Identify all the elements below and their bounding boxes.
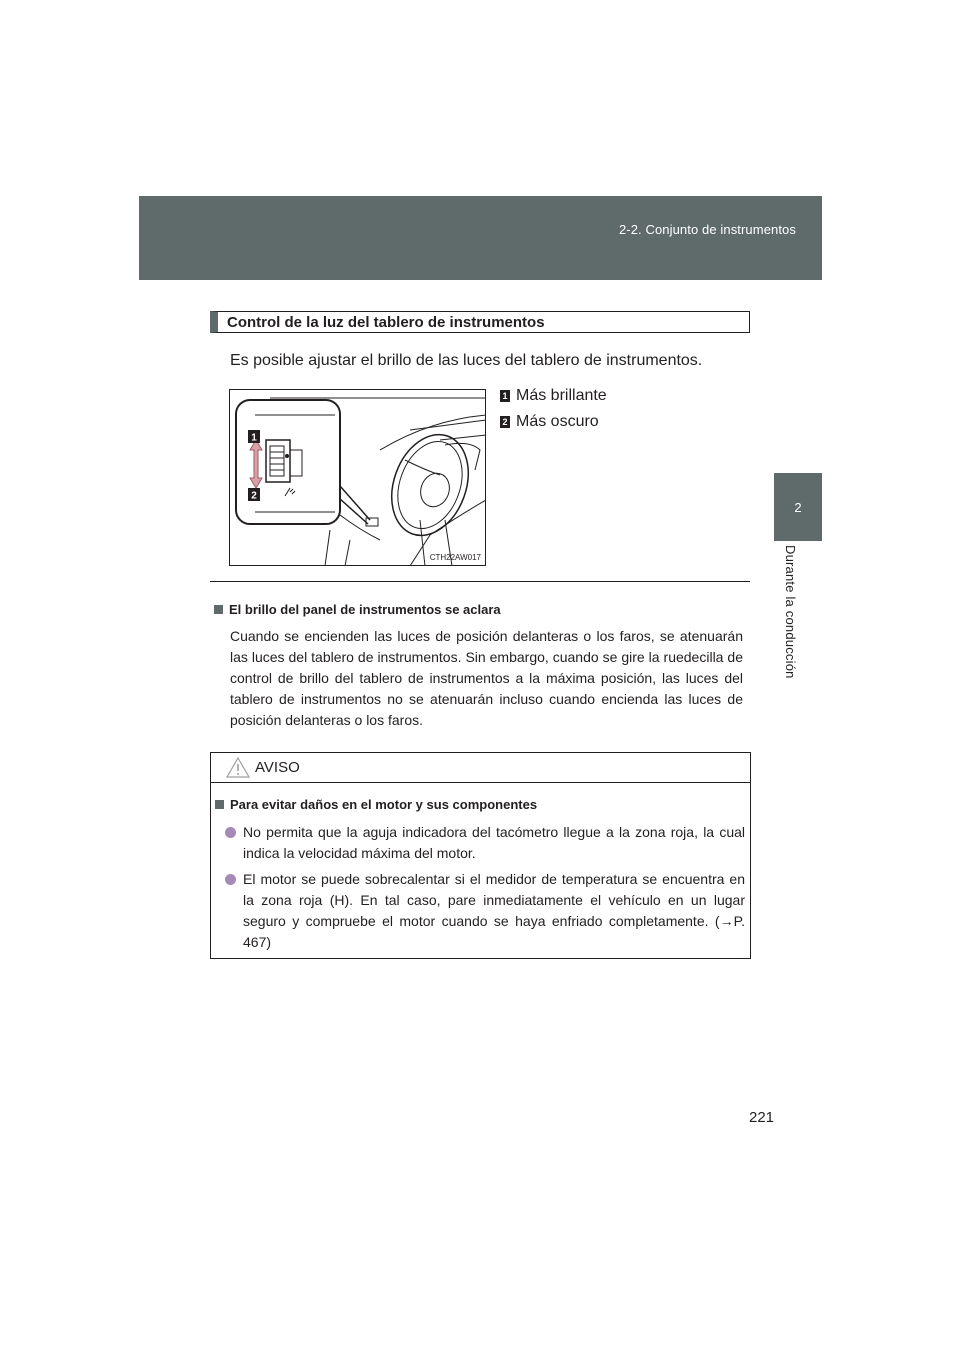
bullet-dot-icon: [225, 827, 236, 838]
legend-item-darker: [500, 413, 599, 431]
legend-item-brighter: [500, 387, 607, 405]
svg-text:2: 2: [251, 490, 257, 502]
warning-bullet-text: El motor se puede sobrecalentar si el medidor de temperatura se encuentra en la zona roja (H). En tal caso, pare inmediatamente el vehículo en un lugar seguro y compruebe el motor cuando se haya enfriado completamente. (→P. 467): [243, 871, 745, 950]
warning-box: [210, 752, 751, 959]
chapter-number: 2: [794, 500, 802, 515]
warning-bullet: [225, 822, 745, 864]
section-heading: 2-2. Conjunto de instrumentos: [618, 222, 796, 237]
dashboard-illustration: [229, 389, 486, 566]
note-body: Cuando se encienden las luces de posición delanteras o los faros, se atenuarán las luces del tablero de instrumentos. Sin embargo, cuando se gire la ruedecilla de control de brillo del tablero de instrumentos a la máxima posición, las luces del tablero de instrumentos no se atenuarán incluso cuando encienda las luces de posición delanteras o los faros.: [230, 628, 743, 728]
callout-badge: 1: [500, 390, 510, 402]
divider: [210, 581, 750, 582]
warning-title-text: Para evitar daños en el motor y sus componentes: [230, 797, 538, 812]
square-bullet-icon: [214, 605, 223, 614]
note-title: [214, 602, 501, 617]
dashboard-drawing: [230, 390, 486, 566]
warning-header: [211, 753, 750, 783]
page-number: 221: [749, 1109, 775, 1126]
legend-label: Más brillante: [516, 387, 607, 404]
warning-bullet: [225, 869, 745, 953]
note-title-text: El brillo del panel de instrumentos se aclara: [229, 602, 501, 617]
chapter-label: Durante la conducción: [783, 545, 798, 679]
section-title-box: [210, 311, 750, 333]
chapter-tab: [774, 473, 822, 541]
intro-text: Es posible ajustar el brillo de las luces del tablero de instrumentos.: [230, 352, 703, 369]
illustration-code: CTH22AW017: [429, 553, 481, 562]
square-bullet-icon: [215, 800, 224, 809]
legend-label: Más oscuro: [516, 413, 599, 430]
svg-text:1: 1: [251, 432, 257, 444]
warning-triangle-icon: [226, 757, 250, 778]
header-band: [139, 196, 822, 280]
section-title: Control de la luz del tablero de instrumentos: [227, 314, 545, 331]
warning-label: AVISO: [255, 759, 300, 776]
warning-bullet-text: No permita que la aguja indicadora del tacómetro llegue a la zona roja, la cual indica la velocidad máxima del motor.: [243, 824, 745, 861]
callout-badge: 2: [500, 416, 510, 428]
warning-title: [215, 797, 537, 812]
bullet-dot-icon: [225, 874, 236, 885]
